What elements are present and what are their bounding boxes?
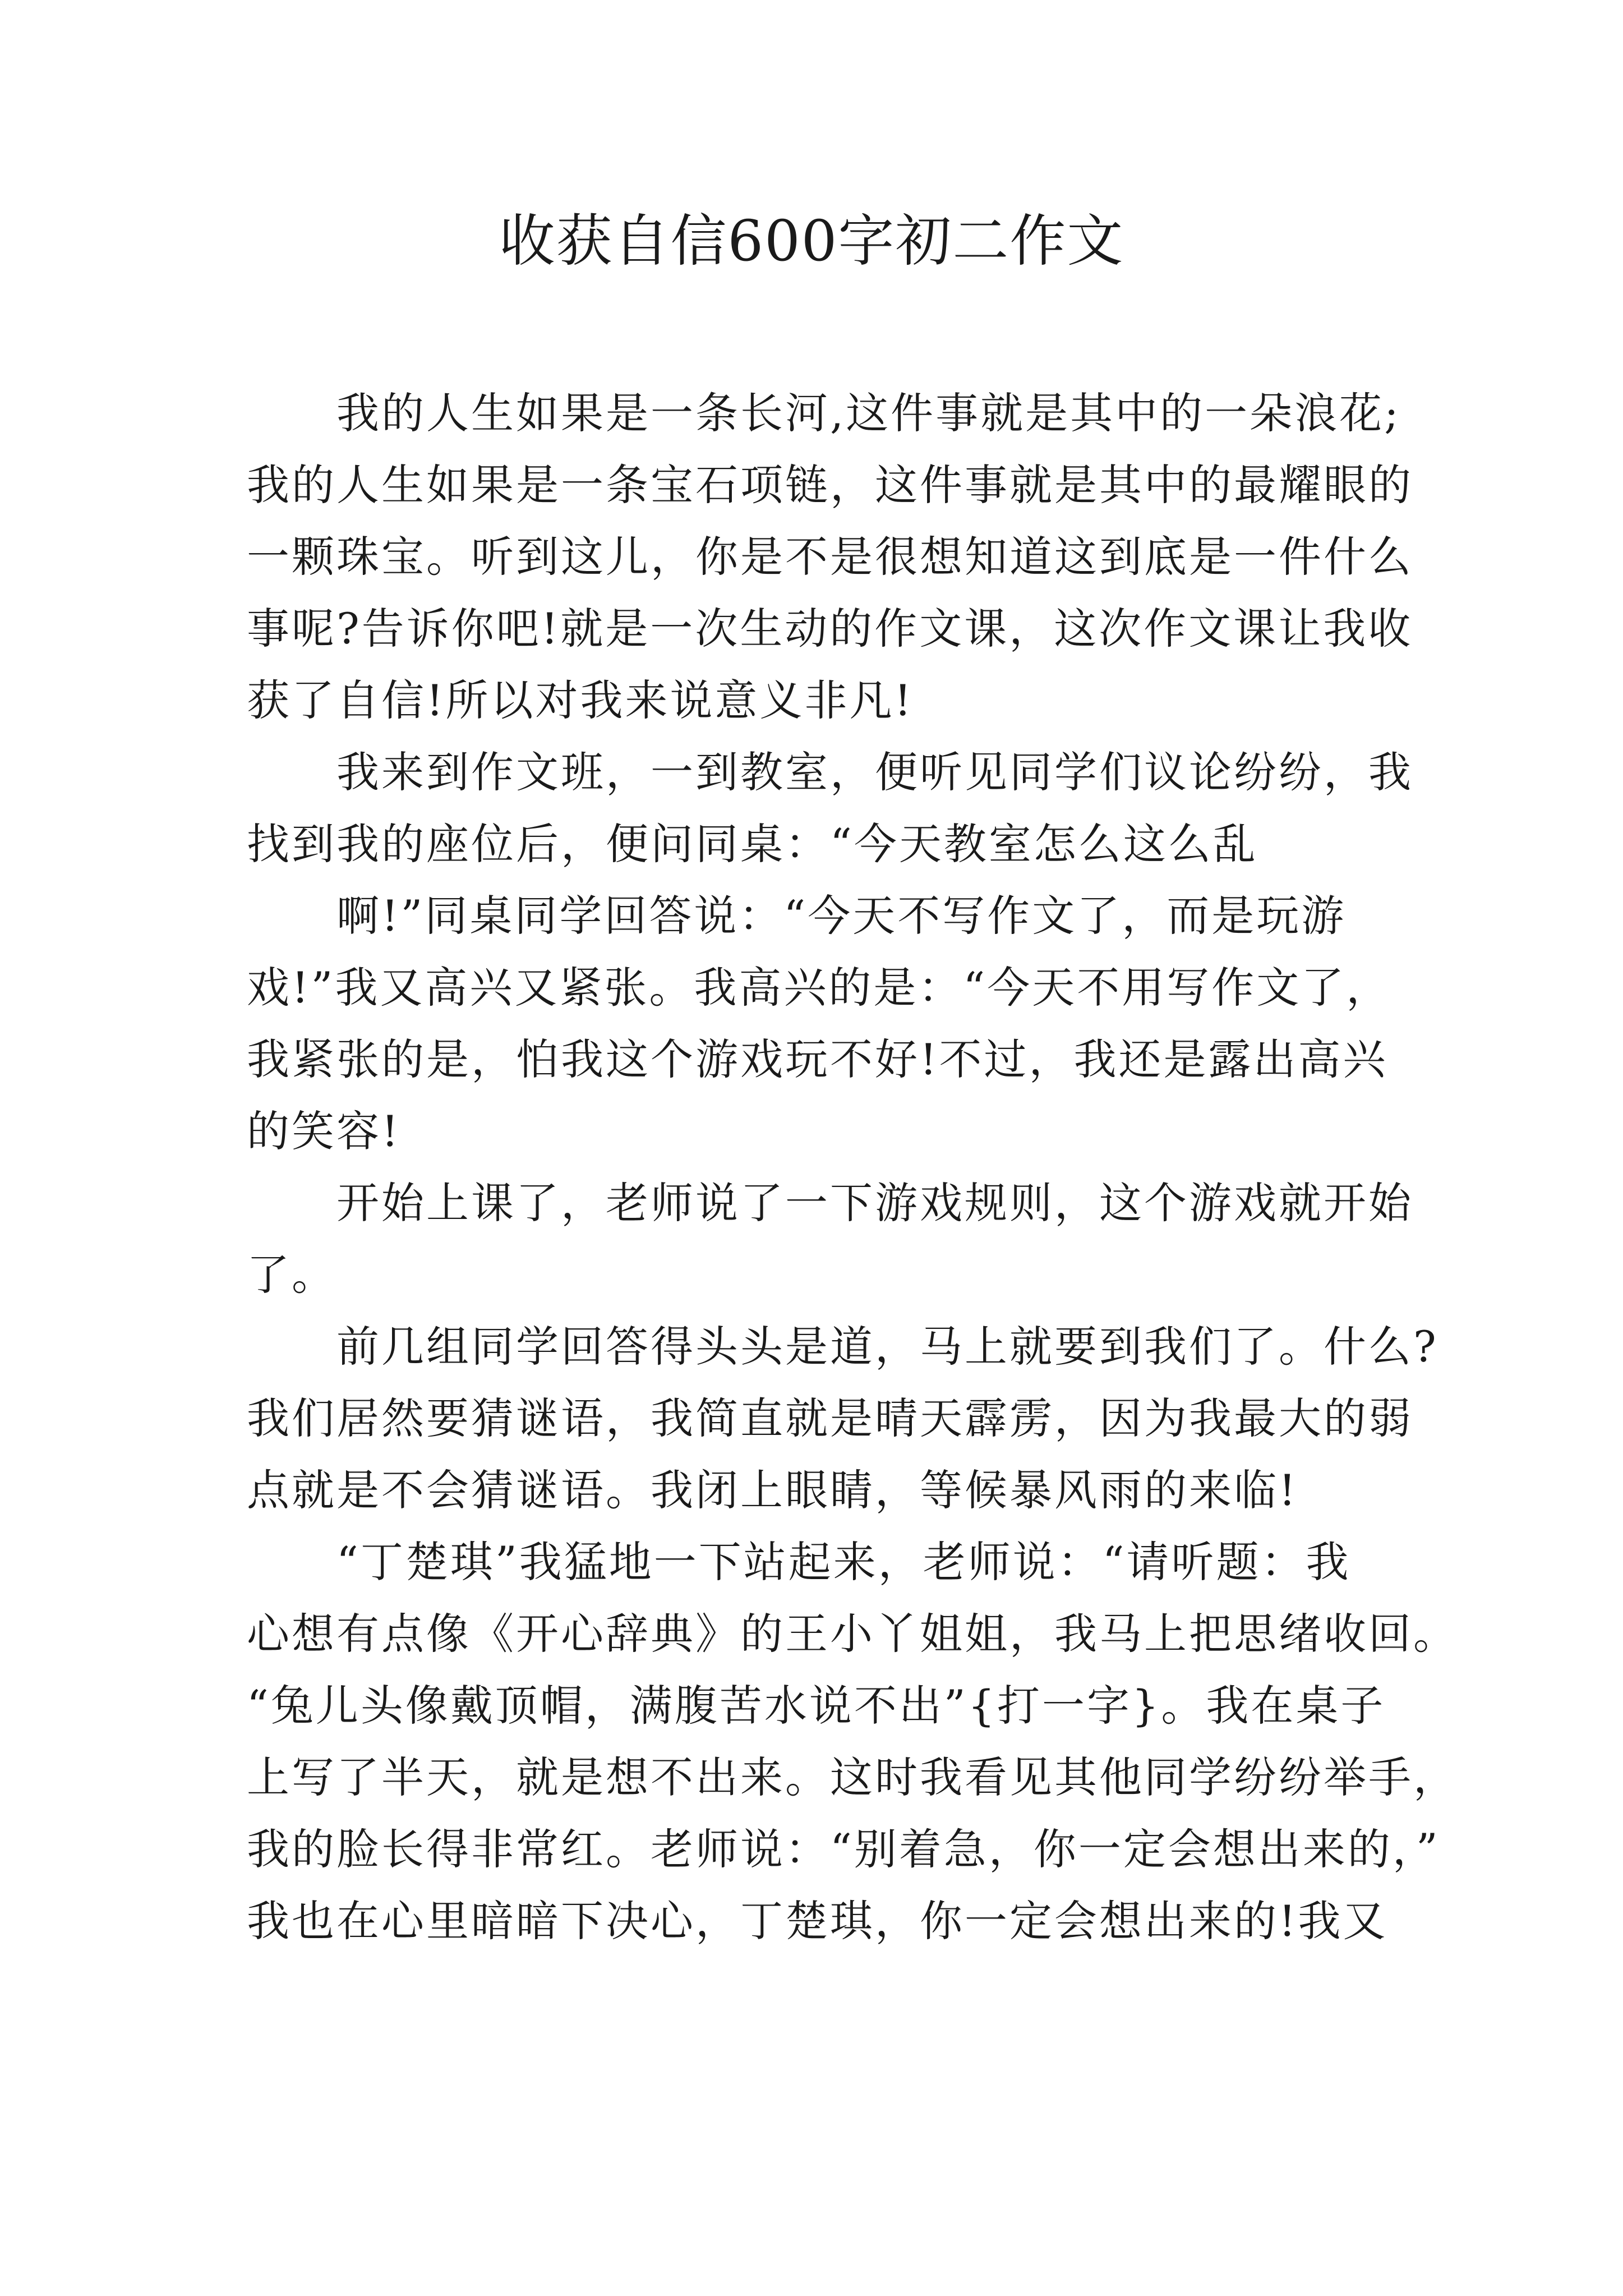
document-body [247,378,1458,1957]
text-line: 了。 [247,1250,336,1300]
text-line: 我们居然要猜谜语，我简直就是晴天霹雳，因为我最大的弱 [247,1393,1413,1443]
text-line: 啊!”同桌同学回答说：“今天不写作文了，而是玩游 [336,891,1347,941]
text-line: 的笑容! [247,1106,401,1156]
text-line: 一颗珠宝。听到这儿，你是不是很想知道这到底是一件什么 [247,532,1413,582]
text-line: 我也在心里暗暗下决心，丁楚琪，你一定会想出来的!我又 [247,1896,1388,1946]
text-line: “丁楚琪”我猛地一下站起来，老师说：“请听题：我 [336,1537,1351,1587]
text-line: 我的脸长得非常红。老师说：“别着急，你一定会想出来的，” [247,1824,1440,1874]
text-line: 获了自信!所以对我来说意义非凡! [247,675,914,725]
text-line: 上写了半天，就是想不出来。这时我看见其他同学纷纷举手， [247,1752,1458,1802]
text-line: 我的人生如果是一条长河,这件事就是其中的一朵浪花; [336,388,1401,438]
text-line: 前几组同学回答得头头是道，马上就要到我们了。什么? [336,1322,1438,1372]
text-line: 我紧张的是，怕我这个游戏玩不好!不过，我还是露出高兴 [247,1034,1388,1084]
text-line: 事呢?告诉你吧!就是一次生动的作文课，这次作文课让我收 [247,604,1413,654]
text-line: “兔儿头像戴顶帽，满腹苦水说不出”{打一字}。我在桌子 [247,1681,1386,1731]
document-title: 收获自信600字初二作文 [499,208,1124,274]
text-line: 找到我的座位后，便问同桌：“今天教室怎么这么乱 [247,819,1258,869]
text-line: 点就是不会猜谜语。我闭上眼睛，等候暴风雨的来临! [247,1465,1298,1515]
text-line: 我来到作文班，一到教室，便听见同学们议论纷纷，我 [336,747,1413,797]
text-line: 戏!”我又高兴又紧张。我高兴的是：“今天不用写作文了， [247,963,1391,1013]
text-line: 开始上课了，老师说了一下游戏规则，这个游戏就开始 [336,1178,1413,1228]
text-line: 我的人生如果是一条宝石项链，这件事就是其中的最耀眼的 [247,460,1413,510]
text-line: 心想有点像《开心辞典》的王小丫姐姐，我马上把思绪收回。 [247,1609,1458,1659]
